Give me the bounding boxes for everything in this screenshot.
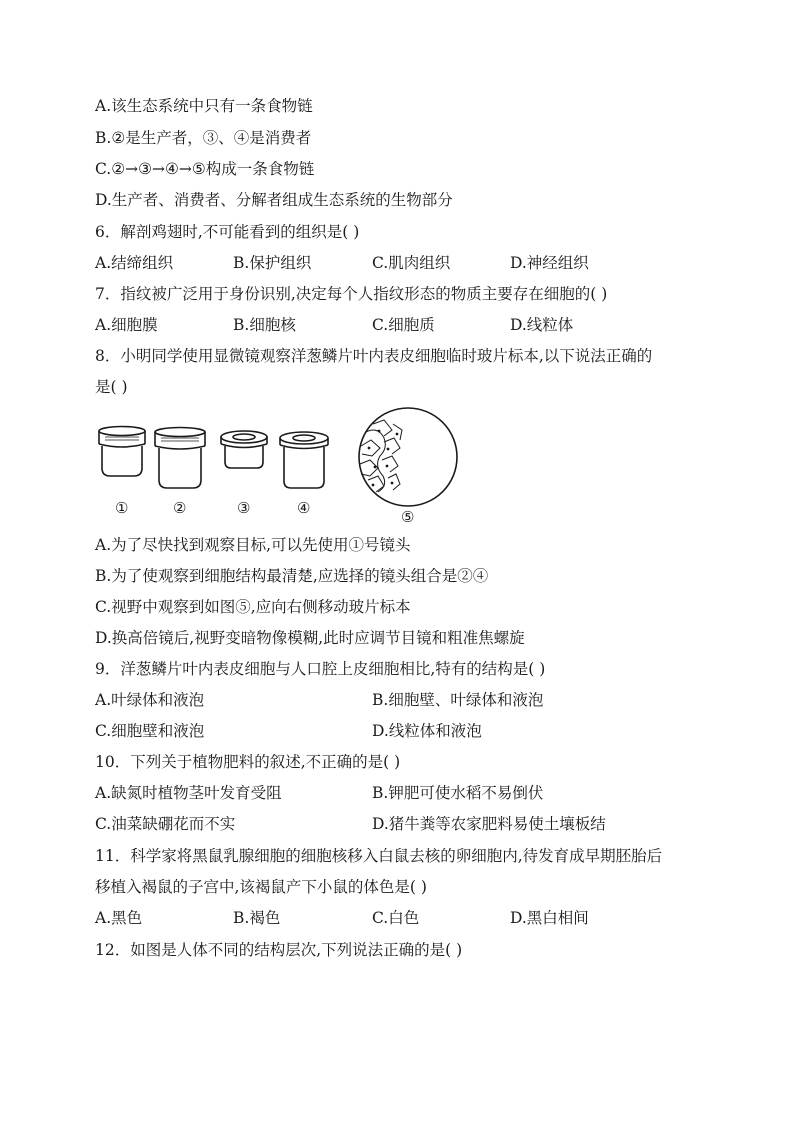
q10-option-d: D.猪牛粪等农家肥料易使土壤板结 [372,815,606,833]
q6-option-d: D.神经组织 [510,254,589,272]
q12-stem: 12．如图是人体不同的结构层次,下列说法正确的是( ) [95,941,463,959]
q9-option-c: C.细胞壁和液泡 [95,722,205,740]
figure-label-5: ⑤ [401,508,415,526]
q7-option-a: A.细胞膜 [95,316,158,334]
q9-option-a: A.叶绿体和液泡 [95,691,205,709]
q10-option-a: A.缺氮时植物茎叶发育受阻 [95,784,282,802]
objective-short-icon [221,431,267,468]
q10-option-c: C.油菜缺硼花而不实 [95,815,236,833]
q9-stem: 9．洋葱鳞片叶内表皮细胞与人口腔上皮细胞相比,特有的结构是( ) [95,660,546,678]
q11-stem-line1: 11．科学家将黑鼠乳腺细胞的细胞核移入白鼠去核的卵细胞内,待发育成早期胚胎后 [95,847,663,865]
q11-option-d: D.黑白相间 [510,909,589,927]
q7-option-d: D.线粒体 [510,316,574,334]
q11-option-b: B.褐色 [233,909,281,927]
q5-option-a: A.该生态系统中只有一条食物链 [95,97,313,115]
q11-option-c: C.白色 [372,909,420,927]
q11-stem-line2: 移植入褐鼠的子宫中,该褐鼠产下小鼠的体色是( ) [95,878,427,896]
eyepiece-short-icon [99,427,145,477]
q5-option-b: B.②是生产者，③、④是消费者 [95,129,312,147]
q6-option-b: B.保护组织 [233,254,312,272]
figure-label-4: ④ [297,499,311,517]
q7-stem: 7．指纹被广泛用于身份识别,决定每个人指纹形态的物质主要存在细胞的( ) [95,285,608,303]
q8-option-c: C.视野中观察到如图⑤,应向右侧移动玻片标本 [95,598,411,616]
eyepiece-long-icon [155,428,205,489]
q8-stem-line2: 是( ) [95,378,128,396]
q8-option-a: A.为了尽快找到观察目标,可以先使用①号镜头 [95,536,411,554]
microscope-lens-figure [88,404,468,526]
objective-long-icon [280,432,328,488]
q8-option-b: B.为了使观察到细胞结构最清楚,应选择的镜头组合是②④ [95,567,489,585]
q6-stem: 6．解剖鸡翅时,不可能看到的组织是( ) [95,223,360,241]
q8-stem-line1: 8．小明同学使用显微镜观察洋葱鳞片叶内表皮细胞临时玻片标本,以下说法正确的 [95,347,653,365]
figure-label-1: ① [115,499,129,517]
q9-option-d: D.线粒体和液泡 [372,722,482,740]
field-of-view-icon [359,408,457,506]
q11-option-a: A.黑色 [95,909,143,927]
figure-label-3: ③ [237,499,251,517]
q8-option-d: D.换高倍镜后,视野变暗物像模糊,此时应调节目镜和粗准焦螺旋 [95,629,525,647]
q6-option-a: A.结缔组织 [95,254,174,272]
q10-option-b: B.钾肥可使水稻不易倒伏 [372,784,544,802]
q6-option-c: C.肌肉组织 [372,254,451,272]
q7-option-c: C.细胞质 [372,316,435,334]
q5-option-c: C.②→③→④→⑤构成一条食物链 [95,160,315,178]
q10-stem: 10．下列关于植物肥料的叙述,不正确的是( ) [95,753,401,771]
q5-option-d: D.生产者、消费者、分解者组成生态系统的生物部分 [95,191,453,209]
figure-label-2: ② [173,499,187,517]
q7-option-b: B.细胞核 [233,316,296,334]
q9-option-b: B.细胞壁、叶绿体和液泡 [372,691,544,709]
